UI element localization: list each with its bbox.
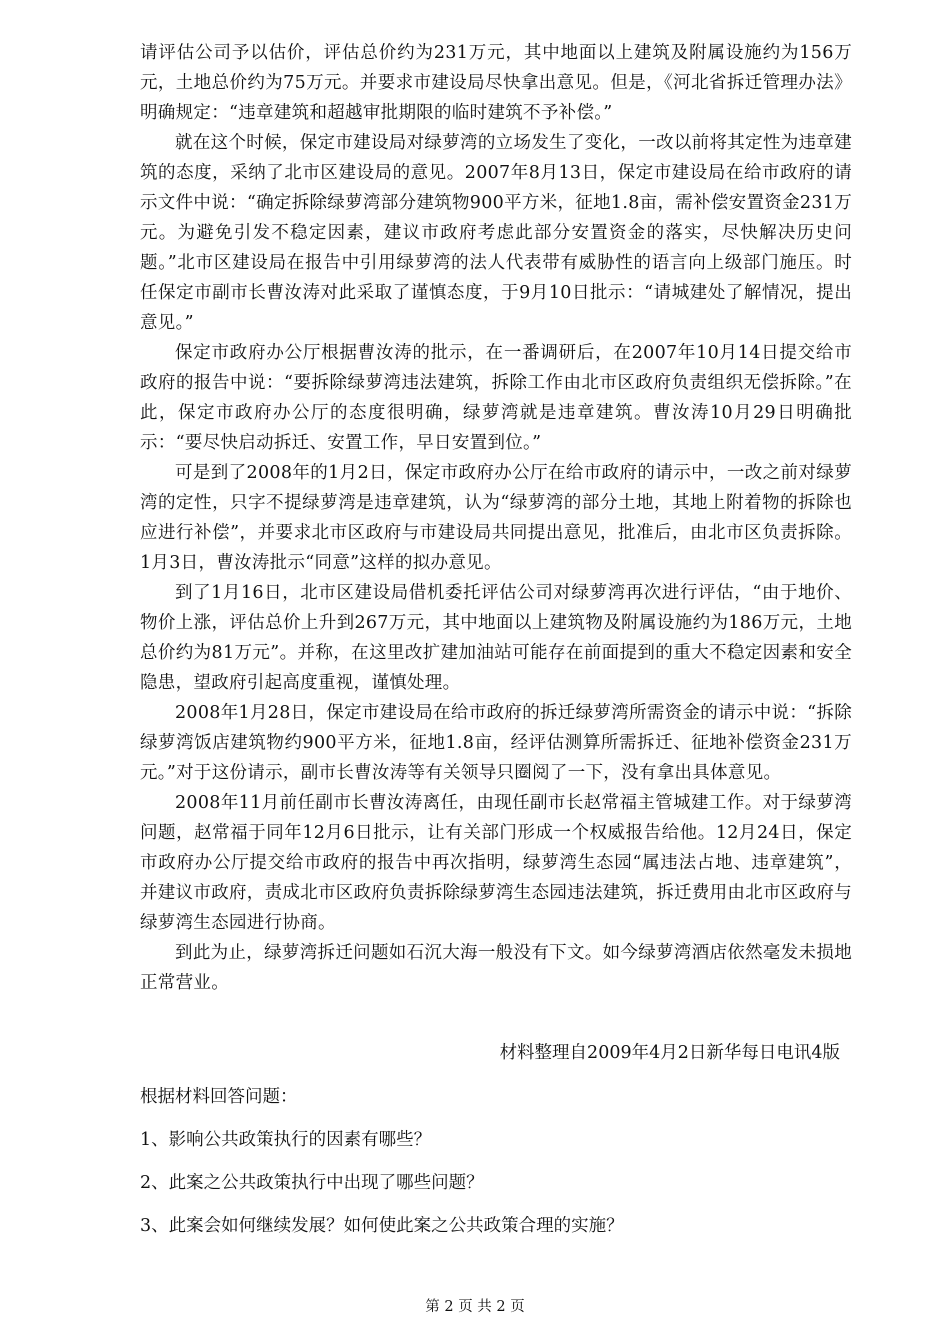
paragraph-2: 就在这个时候，保定市建设局对绿萝湾的立场发生了变化，一改以前将其定性为违章建筑的态度，采纳了北市区建设局的意见。2007年8月13日，保定市建设局在给市政府的请示文件中说：“确定拆除绿萝湾部分建筑物900平方米，征地1.8亩，需补偿安置资金231万元。为避免引发不稳定因素，建议市政府考虑此部分安置资金的落实，尽快解决历史问题。”北市区建设局在报告中引用绿萝湾的法人代表带有威胁性的语言向上级部门施压。时任保定市副市长曹汝涛对此采取了谨慎态度，于9月10日批示：“请城建处了解情况，提出意见。”: [140, 133, 852, 333]
question-3: 3、此案会如何继续发展？如何使此案之公共政策合理的实施？: [140, 1216, 624, 1236]
paragraph-3: 保定市政府办公厅根据曹汝涛的批示，在一番调研后，在2007年10月14日提交给市政府的报告中说：“要拆除绿萝湾违法建筑，拆除工作由北市区政府负责组织无偿拆除。”在此，保定市政府办公厅的态度很明确，绿萝湾就是违章建筑。曹汝涛10月29日明确批示：“要尽快启动拆迁、安置工作，早日安置到位。”: [140, 343, 852, 453]
question-prompt: 根据材料回答问题：: [140, 1087, 298, 1107]
paragraph-6: 2008年1月28日，保定市建设局在给市政府的拆迁绿萝湾所需资金的请示中说：“拆除绿萝湾饭店建筑物约900平方米，征地1.8亩，经评估测算所需拆迁、征地补偿资金231万元。”对于这份请示，副市长曹汝涛等有关领导只圈阅了一下，没有拿出具体意见。: [140, 703, 852, 783]
page-number-footer: 第 2 页 共 2 页: [425, 1299, 525, 1315]
paragraph-4: 可是到了2008年的1月2日，保定市政府办公厅在给市政府的请示中，一改之前对绿萝湾的定性，只字不提绿萝湾是违章建筑，认为“绿萝湾的部分土地，其地上附着物的拆除也应进行补偿”，并要求北市区政府与市建设局共同提出意见，批准后，由北市区负责拆除。1月3日，曹汝涛批示“同意”这样的拟办意见。: [140, 463, 852, 573]
article-body: [140, 38, 852, 998]
question-2: 2、此案之公共政策执行中出现了哪些问题？: [140, 1173, 484, 1193]
paragraph-8: 到此为止，绿萝湾拆迁问题如石沉大海一般没有下文。如今绿萝湾酒店依然毫发未损地正常营业。: [140, 943, 852, 993]
source-citation: 材料整理自2009年4月2日新华每日电讯4版: [499, 1043, 840, 1063]
question-1: 1、影响公共政策执行的因素有哪些？: [140, 1130, 432, 1150]
paragraph-7: 2008年11月前任副市长曹汝涛离任，由现任副市长赵常福主管城建工作。对于绿萝湾问题，赵常福于同年12月6日批示，让有关部门形成一个权威报告给他。12月24日，保定市政府办公厅提交给市政府的报告中再次指明，绿萝湾生态园“属违法占地、违章建筑”，并建议市政府，责成北市区政府负责拆除绿萝湾生态园违法建筑，拆迁费用由北市区政府与绿萝湾生态园进行协商。: [140, 793, 852, 933]
paragraph-5: 到了1月16日，北市区建设局借机委托评估公司对绿萝湾再次进行评估，“由于地价、物价上涨，评估总价上升到267万元，其中地面以上建筑物及附属设施约为186万元，土地总价约为81万元”。并称，在这里改扩建加油站可能存在前面提到的重大不稳定因素和安全隐患，望政府引起高度重视，谨慎处理。: [140, 583, 852, 693]
paragraph-1: 请评估公司予以估价，评估总价约为231万元，其中地面以上建筑及附属设施约为156万元，土地总价约为75万元。并要求市建设局尽快拿出意见。但是，《河北省拆迁管理办法》明确规定：“违章建筑和超越审批期限的临时建筑不予补偿。”: [140, 43, 852, 123]
